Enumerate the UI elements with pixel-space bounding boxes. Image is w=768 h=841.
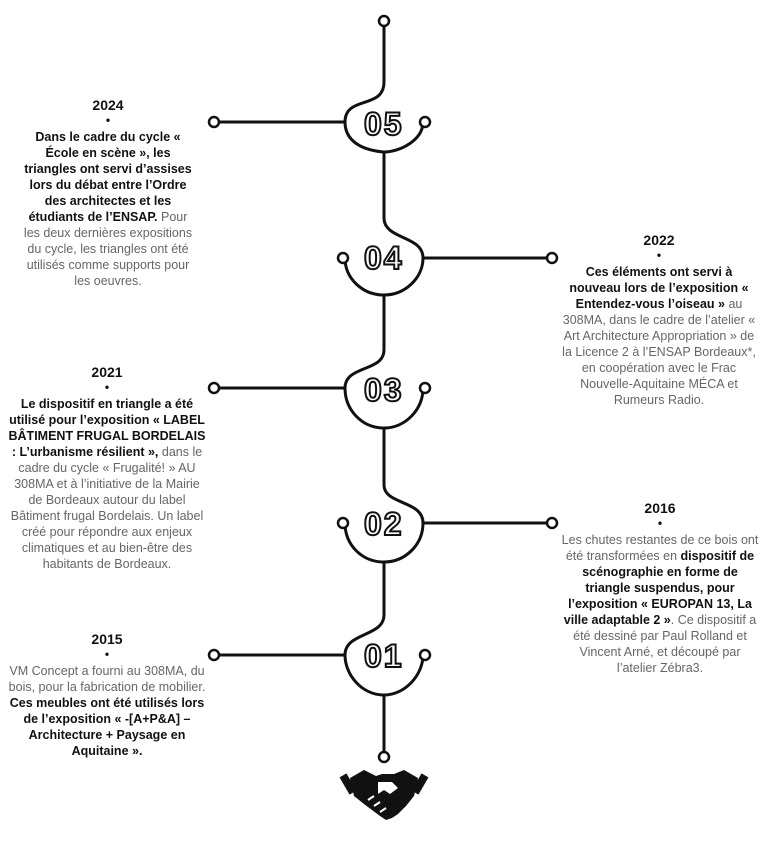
step-number-05: 05 <box>364 106 404 142</box>
endpoint-05-left <box>209 117 219 127</box>
entry-2021-year: 2021 <box>91 364 123 380</box>
entry-2022-highlight: Ces éléments ont servi à nouveau lors de l’exposition « Entendez-vous l’oiseau » <box>569 265 749 311</box>
endpoint-top <box>379 16 389 26</box>
entry-2015-intro: VM Concept a fourni au 308MA, du bois, pour la fabrication de mobilier. <box>8 664 206 694</box>
entry-2024 <box>20 96 196 289</box>
step-number-01: 01 <box>364 638 404 674</box>
timeline-segment-02-01 <box>215 562 384 655</box>
timeline-segment-05-04 <box>384 152 550 258</box>
endpoint-bottom <box>379 752 389 762</box>
step-number-04: 04 <box>364 240 404 276</box>
entry-2022 <box>560 231 758 408</box>
entry-2016-bullet: • <box>657 516 663 530</box>
timeline-segment-04-03 <box>215 295 384 388</box>
step-number-03: 03 <box>364 372 404 408</box>
entry-2021-bullet: • <box>104 380 110 394</box>
entry-2022-text: au 308MA, dans le cadre de l’atelier « Art Architecture Appropriation » de la Licence 2 à l’ENSAP Bordeaux*, en coopération avec le Frac Nouvelle-Aquitaine MÉCA et Rumeurs Radio. <box>562 297 756 407</box>
entry-2024-highlight: Dans le cadre du cycle « École en scène », les triangles ont servi d’assises lors du débat entre l’Ordre des architectes et les étudiants de l’ENSAP. <box>24 130 192 224</box>
entry-2015-highlight: Ces meubles ont été utilisés lors de l’exposition « -[A+P&A] – Architecture + Paysage en Aquitaine ». <box>9 696 205 758</box>
entry-2015 <box>6 630 208 759</box>
endpoint-05-right <box>420 117 430 127</box>
entry-2024-bullet: • <box>105 113 111 127</box>
endpoint-04-right <box>547 253 557 263</box>
endpoint-02-left <box>338 518 348 528</box>
entry-2022-bullet: • <box>656 248 662 262</box>
endpoint-04-left <box>338 253 348 263</box>
entry-2024-year: 2024 <box>92 97 124 113</box>
entry-2016 <box>558 499 762 676</box>
step-number-02: 02 <box>364 506 404 542</box>
endpoint-02-right <box>547 518 557 528</box>
entry-2021-highlight: Le dispositif en triangle a été utilisé pour l’exposition « LABEL BÂTIMENT FRUGAL BORDELAIS : L’urbanisme résilient », <box>8 397 206 459</box>
entry-2015-year: 2015 <box>91 631 123 647</box>
endpoint-03-right <box>420 383 430 393</box>
timeline-arc-05 <box>215 82 384 122</box>
handshake-icon <box>340 770 429 820</box>
entry-2016-text: . Ce dispositif a été dessiné par Paul Rolland et Vincent Arné, et découpé par l’atelier Zébra3. <box>573 613 757 675</box>
entry-2021-text: dans le cadre du cycle « Frugalité! » AU 308MA et à l’initiative de la Mairie de Bordeaux autour du label Bâtiment frugal Bordelais. Un label créé pour répondre aux enjeux climatiques et au bien-être des habitants de Bordeaux. <box>10 445 204 571</box>
entry-2015-bullet: • <box>104 647 110 661</box>
endpoint-03-left <box>209 383 219 393</box>
endpoint-01-right <box>420 650 430 660</box>
entry-2016-highlight: dispositif de scénographie en forme de triangle suspendus, pour l’exposition « EUROPAN 13, La ville adaptable 2 » <box>563 549 755 627</box>
entry-2024-text: Pour les deux dernières expositions du cycle, les triangles ont été utilisés comme supports pour les oeuvres. <box>23 210 193 288</box>
timeline-segment-03-02 <box>384 428 550 523</box>
entry-2016-intro: Les chutes restantes de ce bois ont été transformées en <box>561 533 759 563</box>
entry-2021 <box>6 363 208 572</box>
endpoint-01-left <box>209 650 219 660</box>
entry-2016-year: 2016 <box>644 500 676 516</box>
entry-2022-year: 2022 <box>643 232 675 248</box>
